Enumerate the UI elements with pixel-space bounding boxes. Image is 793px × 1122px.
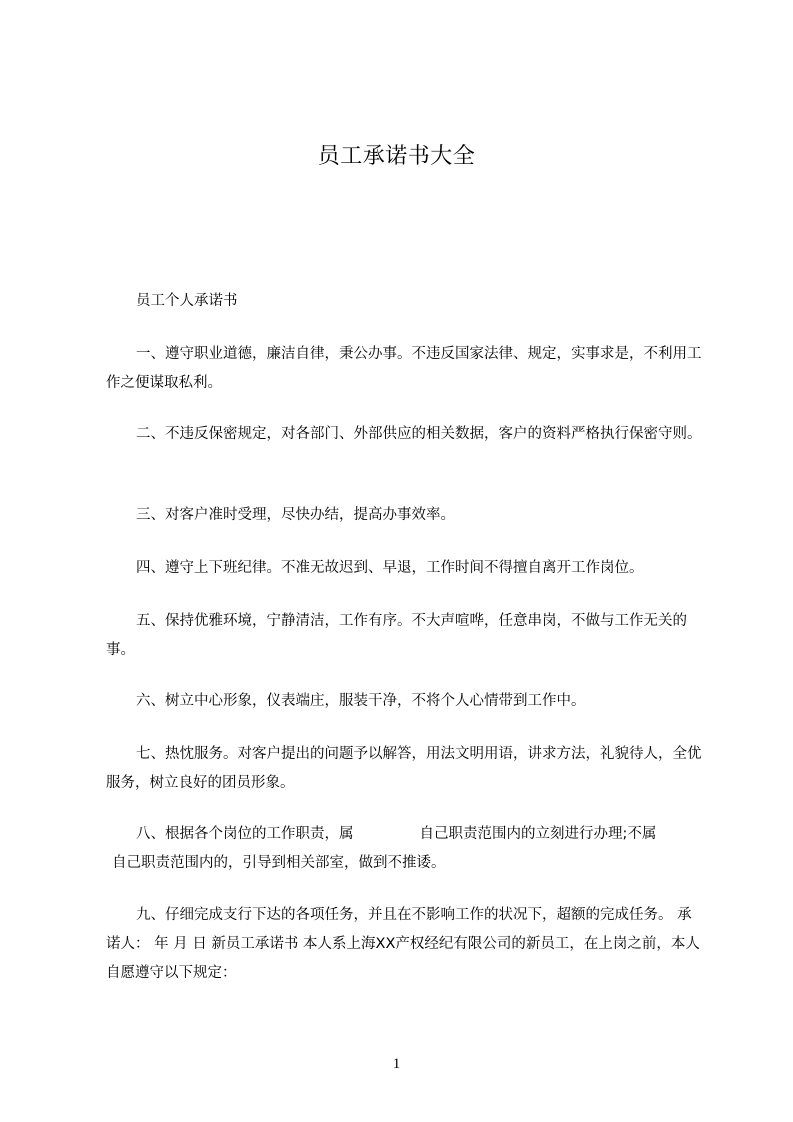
- paragraph-4: 四、遵守上下班纪律。不准无故迟到、早退，工作时间不得擅自离开工作岗位。: [136, 560, 644, 576]
- paragraph-3: 三、对客户准时受理，尽快办结，提高办事效率。: [136, 507, 455, 523]
- paragraph-8: [106, 820, 702, 878]
- paragraph-6: 六、树立中心形象，仪表端庄，服装干净，不将个人心情带到工作中。: [136, 693, 586, 709]
- paragraph-5: 五、保持优雅环境，宁静清洁，工作有序。不大声喧哗，任意串岗，不做与工作无关的事。: [106, 613, 687, 658]
- paragraph-8-part-3: 自己职责范围内的，引导到相关部室，做到不推诿。: [112, 855, 446, 871]
- paragraph-9: 九、仔细完成支行下达的各项任务，并且在不影响工作的状况下，超额的完成任务。 承诺人： 年 月 日 新员工承诺书 本人系上海XX产权经纪有限公司的新员工，在上岗之前，本人自愿遵守以下规定：: [106, 907, 700, 981]
- page-number: 1: [392, 1056, 401, 1072]
- paragraph-7: 七、热忱服务。对客户提出的问题予以解答，用法文明用语，讲求方法，礼貌待人，全优服务，树立良好的团员形象。: [106, 746, 702, 791]
- paragraph-2: 二、不违反保密规定，对各部门、外部供应的相关数据，客户的资料严格执行保密守则。: [136, 426, 702, 442]
- paragraph-8-part-1: 八、根据各个岗位的工作职责，属: [136, 826, 354, 842]
- document-title: 员工承诺书大全: [317, 144, 476, 169]
- paragraph-8-part-2: 自己职责范围内的立刻进行办理;不属: [419, 826, 657, 842]
- paragraph-1: 一、遵守职业道德，廉洁自律，秉公办事。不违反国家法律、规定，实事求是，不利用工作之便谋取私利。: [106, 346, 702, 391]
- section-heading: 员工个人承诺书: [136, 293, 238, 309]
